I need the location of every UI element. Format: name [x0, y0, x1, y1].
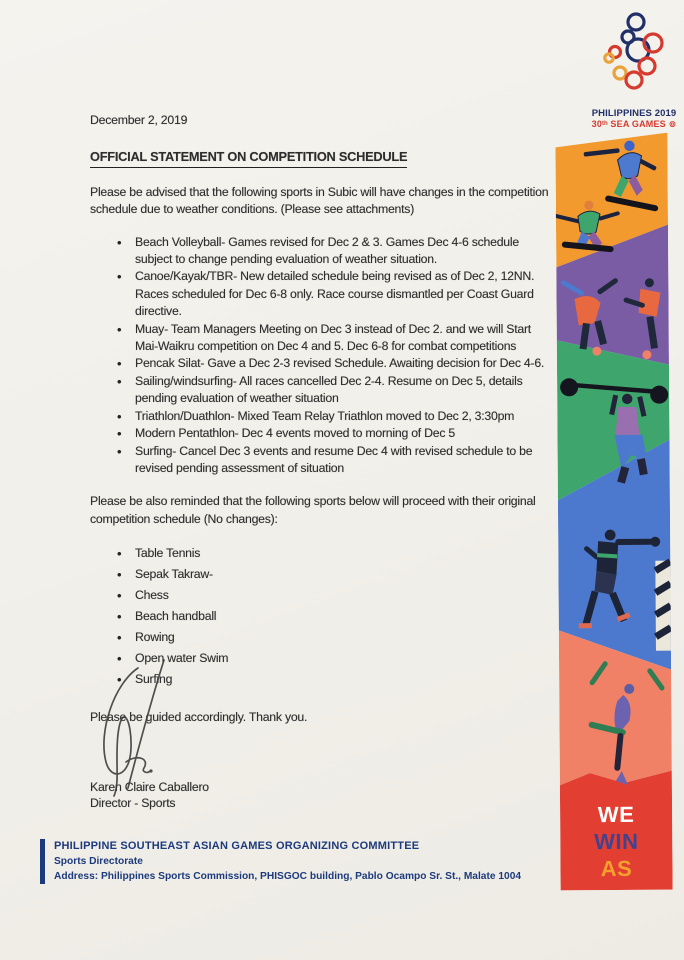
letterhead-footer [40, 839, 521, 884]
sea-games-logo [590, 6, 678, 130]
reminder-paragraph: Please be also reminded that the following sports below will proceed with their original competition schedule (No changes): [90, 494, 536, 526]
letter-title: OFFICIAL STATEMENT ON COMPETITION SCHEDULE [90, 148, 407, 167]
list-item: • Rowing [90, 627, 552, 648]
list-item: • Pencak Silat- Gave a Dec 2-3 revised Schedule. Awaiting decision for Dec 4-6. [90, 355, 552, 372]
list-item: • Chess [90, 585, 552, 606]
footer-organization: PHILIPPINE SOUTHEAST ASIAN GAMES ORGANIZING COMMITTEE [54, 840, 420, 852]
signer-name: Karen Claire Caballero [90, 779, 209, 794]
list-item: • Triathlon/Duathlon- Mixed Team Relay Triathlon moved to Dec 2, 3:30pm [90, 408, 552, 425]
closing-line: Please be guided accordingly. Thank you. [90, 710, 308, 725]
logo-text-philippines-2019: PHILIPPINES 2019 [591, 108, 677, 119]
list-item: • Surfing- Cancel Dec 3 events and resume Dec 4 with revised schedule to be revised pending assessment of situation [90, 443, 552, 478]
sidebar-art-icon [555, 133, 672, 891]
changed-sports-list [90, 234, 552, 478]
slogan-as: AS [600, 855, 633, 882]
signer-title: Director - Sports [90, 796, 176, 811]
list-item: • Canoe/Kayak/TBR- New detailed schedule being revised as of Dec 2, 12NN. Races scheduled for Dec 6-8 only. Race course dismantled per Coast Guard directive. [90, 268, 552, 320]
slogan-win: WIN [594, 828, 639, 855]
we-win-as-slogan [560, 801, 673, 883]
list-item: • Sepak Takraw- [90, 564, 552, 585]
list-item: • Surfing [90, 669, 552, 690]
slogan-we: WE [597, 801, 635, 828]
list-item: • Muay- Team Managers Meeting on Dec 3 instead of Dec 2. and we will Start Mai-Waikru competition on Dec 4 and 5. Dec 6-8 for combat competitions [90, 321, 552, 356]
list-item: • Sailing/windsurfing- All races cancelled Dec 2-4. Resume on Dec 5, details pending evaluation of weather situation [90, 373, 552, 408]
footer-department: Sports Directorate [54, 856, 143, 867]
list-item: • Modern Pentathlon- Dec 4 events moved to morning of Dec 5 [90, 425, 552, 442]
list-item: • Beach Volleyball- Games revised for Dec 2 & 3. Games Dec 4-6 schedule subject to change pending evaluation of weather situation. [90, 234, 552, 269]
signature-scribble [76, 650, 196, 810]
sea-games-rings-icon [590, 6, 678, 102]
footer-accent-bar [40, 839, 45, 884]
list-item: • Open water Swim [90, 648, 552, 669]
footer-address: Address: Philippines Sports Commission, PHISGOC building, Pablo Ocampo Sr. St., Malate 1004 [54, 871, 522, 882]
list-item: • Table Tennis [90, 543, 552, 564]
logo-text-30th-sea-games: 30ᵗʰ SEA GAMES ⊚ [591, 119, 677, 129]
sea-games-sidebar-art [555, 133, 672, 891]
list-item: • Beach handball [90, 606, 552, 627]
letter-date: December 2, 2019 [90, 113, 188, 127]
intro-paragraph: Please be advised that the following sports in Subic will have changes in the competition schedule due to weather conditions. (Please see attachments) [90, 184, 549, 217]
